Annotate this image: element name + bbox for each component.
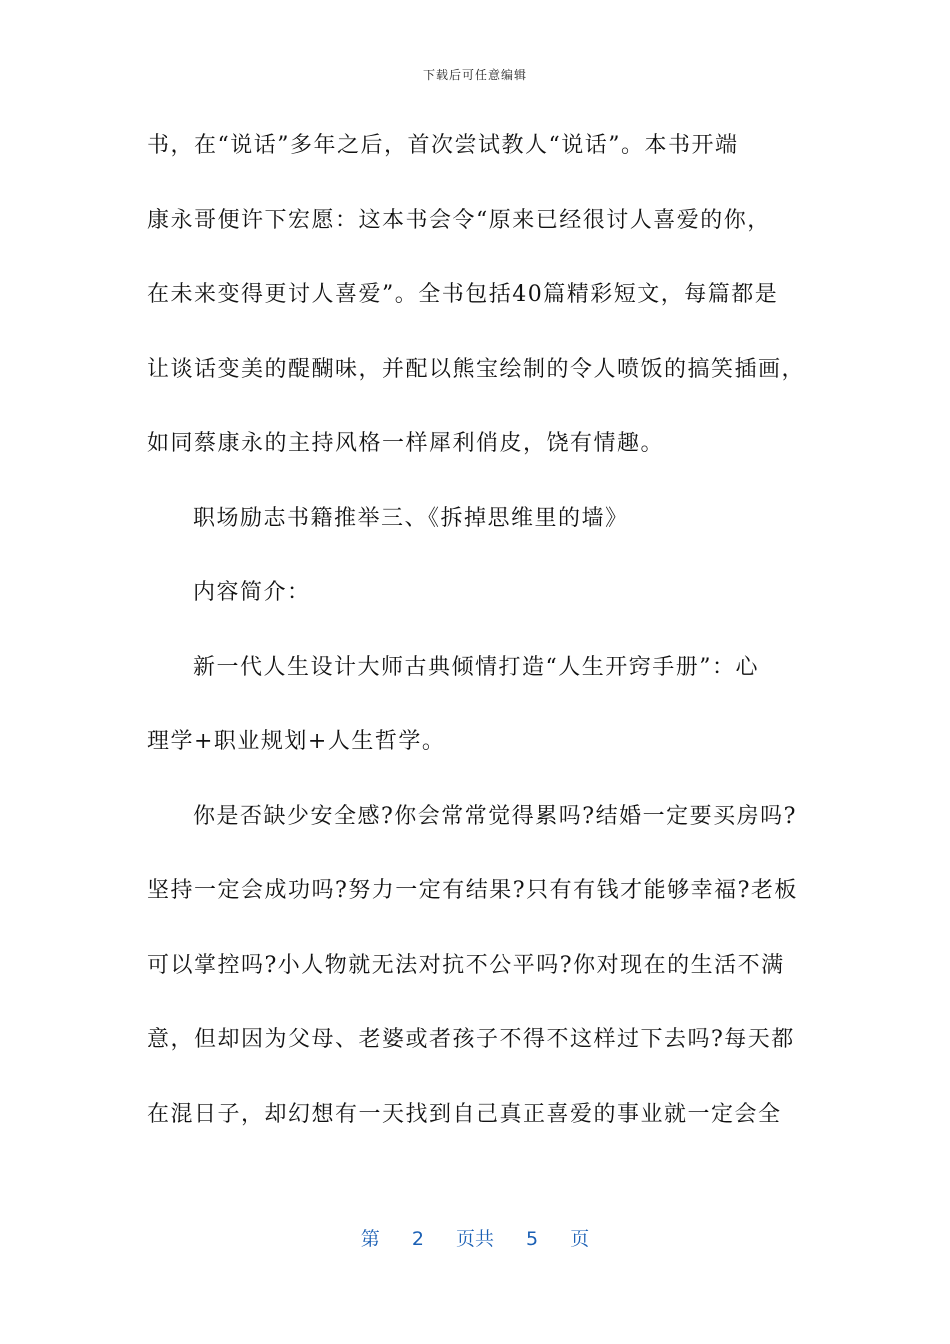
- text-line: 理学+职业规划+人生哲学。: [147, 729, 446, 754]
- paragraph-start: 新一代人生设计大师古典倾情打造“人生开窍手册”：心: [193, 654, 759, 680]
- text-line: 坚持一定会成功吗?努力一定有结果?只有有钱才能够幸福?老板: [147, 878, 798, 903]
- document-body: [147, 120, 812, 1163]
- text-line: 在未来变得更讨人喜爱”。全书包括40篇精彩短文，每篇都是: [147, 282, 779, 307]
- page-footer: [0, 1224, 950, 1251]
- text-line: 让谈话变美的醍醐味，并配以熊宝绘制的令人喷饭的搞笑插画，: [147, 356, 806, 382]
- text-line: 在混日子，却幻想有一天找到自己真正喜爱的事业就一定会全: [147, 1101, 782, 1127]
- footer-prefix: 第: [360, 1228, 380, 1250]
- subheading: 内容简介：: [193, 580, 311, 605]
- footer-suffix: 页: [570, 1228, 590, 1250]
- text-line: 康永哥便许下宏愿：这本书会令“原来已经很讨人喜爱的你，: [147, 207, 771, 233]
- text-line: 意，但却因为父母、老婆或者孩子不得不这样过下去吗?每天都: [147, 1027, 795, 1052]
- footer-middle: 页共: [455, 1228, 494, 1250]
- total-page-count: 5: [526, 1228, 539, 1250]
- text-line: 书，在“说话”多年之后，首次尝试教人“说话”。本书开端: [147, 133, 739, 158]
- current-page-number: 2: [411, 1228, 424, 1250]
- paragraph-start: 你是否缺少安全感?你会常常觉得累吗?结婚一定要买房吗?: [193, 803, 797, 829]
- page-header: 下载后可任意编辑: [422, 68, 527, 82]
- text-line: 如同蔡康永的主持风格一样犀利俏皮，饶有情趣。: [147, 431, 665, 456]
- text-line: 可以掌控吗?小人物就无法对抗不公平吗?你对现在的生活不满: [147, 952, 785, 978]
- section-heading: 职场励志书籍推举三、《拆掉思维里的墙》: [193, 505, 629, 531]
